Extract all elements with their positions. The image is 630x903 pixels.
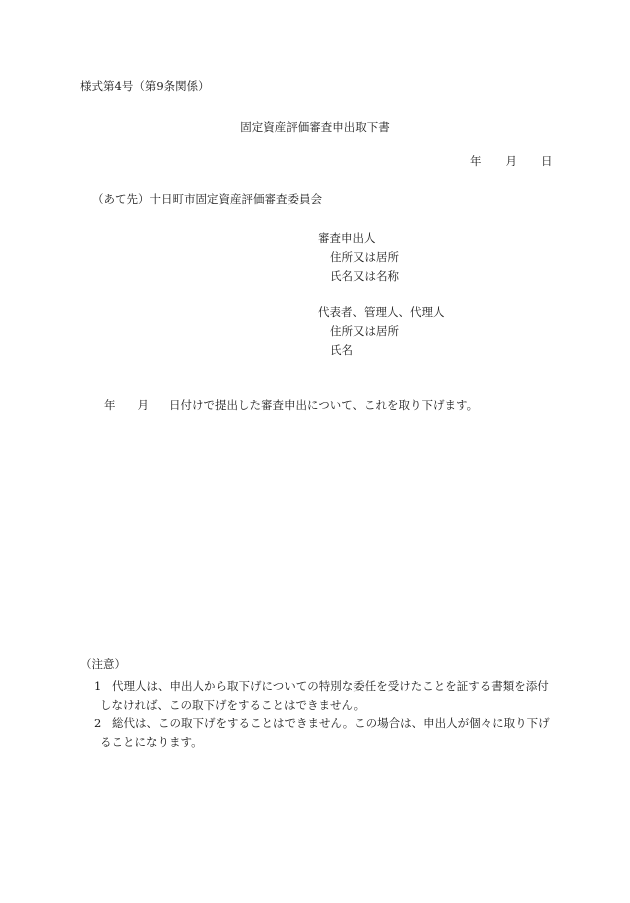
representative-address-label: 住所又は居所 bbox=[330, 324, 399, 338]
statement-month: 月 bbox=[137, 398, 149, 412]
date-line bbox=[470, 155, 553, 169]
addressee: （あて先）十日町市固定資産評価審査委員会 bbox=[92, 192, 322, 206]
withdrawal-statement bbox=[104, 399, 478, 413]
representative-heading: 代表者、管理人、代理人 bbox=[318, 305, 445, 319]
representative-name-label: 氏名 bbox=[330, 343, 353, 357]
applicant-block bbox=[318, 232, 399, 289]
note-text-line1: 代理人は、申出人から取下げについての特別な委任を受けたことを証する書類を添付 bbox=[112, 679, 549, 693]
applicant-heading: 審査申出人 bbox=[318, 231, 376, 245]
date-day-label: 日 bbox=[541, 154, 553, 168]
note-number: 1 bbox=[94, 679, 102, 693]
applicant-address-label: 住所又は居所 bbox=[330, 250, 399, 264]
date-month-label: 月 bbox=[505, 154, 517, 168]
note-number: 2 bbox=[94, 716, 102, 730]
note-text-line2: ることになります。 bbox=[100, 735, 203, 749]
note-text-line1: 総代は、この取下げをすることはできません。この場合は、申出人が個々に取り下げ bbox=[112, 716, 550, 730]
form-number: 様式第4号（第9条関係） bbox=[80, 79, 210, 93]
representative-block bbox=[318, 306, 445, 363]
statement-text: 日付けで提出した審査申出について、これを取り下げます。 bbox=[169, 398, 479, 412]
note-item bbox=[94, 677, 564, 715]
note-text-line2: しなければ、この取下げをすることはできません。 bbox=[100, 698, 366, 712]
applicant-name-label: 氏名又は名称 bbox=[330, 269, 399, 283]
note-item bbox=[94, 714, 564, 752]
notes-heading: （注意） bbox=[80, 657, 126, 671]
document-title: 固定資産評価審査申出取下書 bbox=[240, 120, 390, 134]
date-year-label: 年 bbox=[470, 154, 482, 168]
statement-year: 年 bbox=[104, 398, 116, 412]
